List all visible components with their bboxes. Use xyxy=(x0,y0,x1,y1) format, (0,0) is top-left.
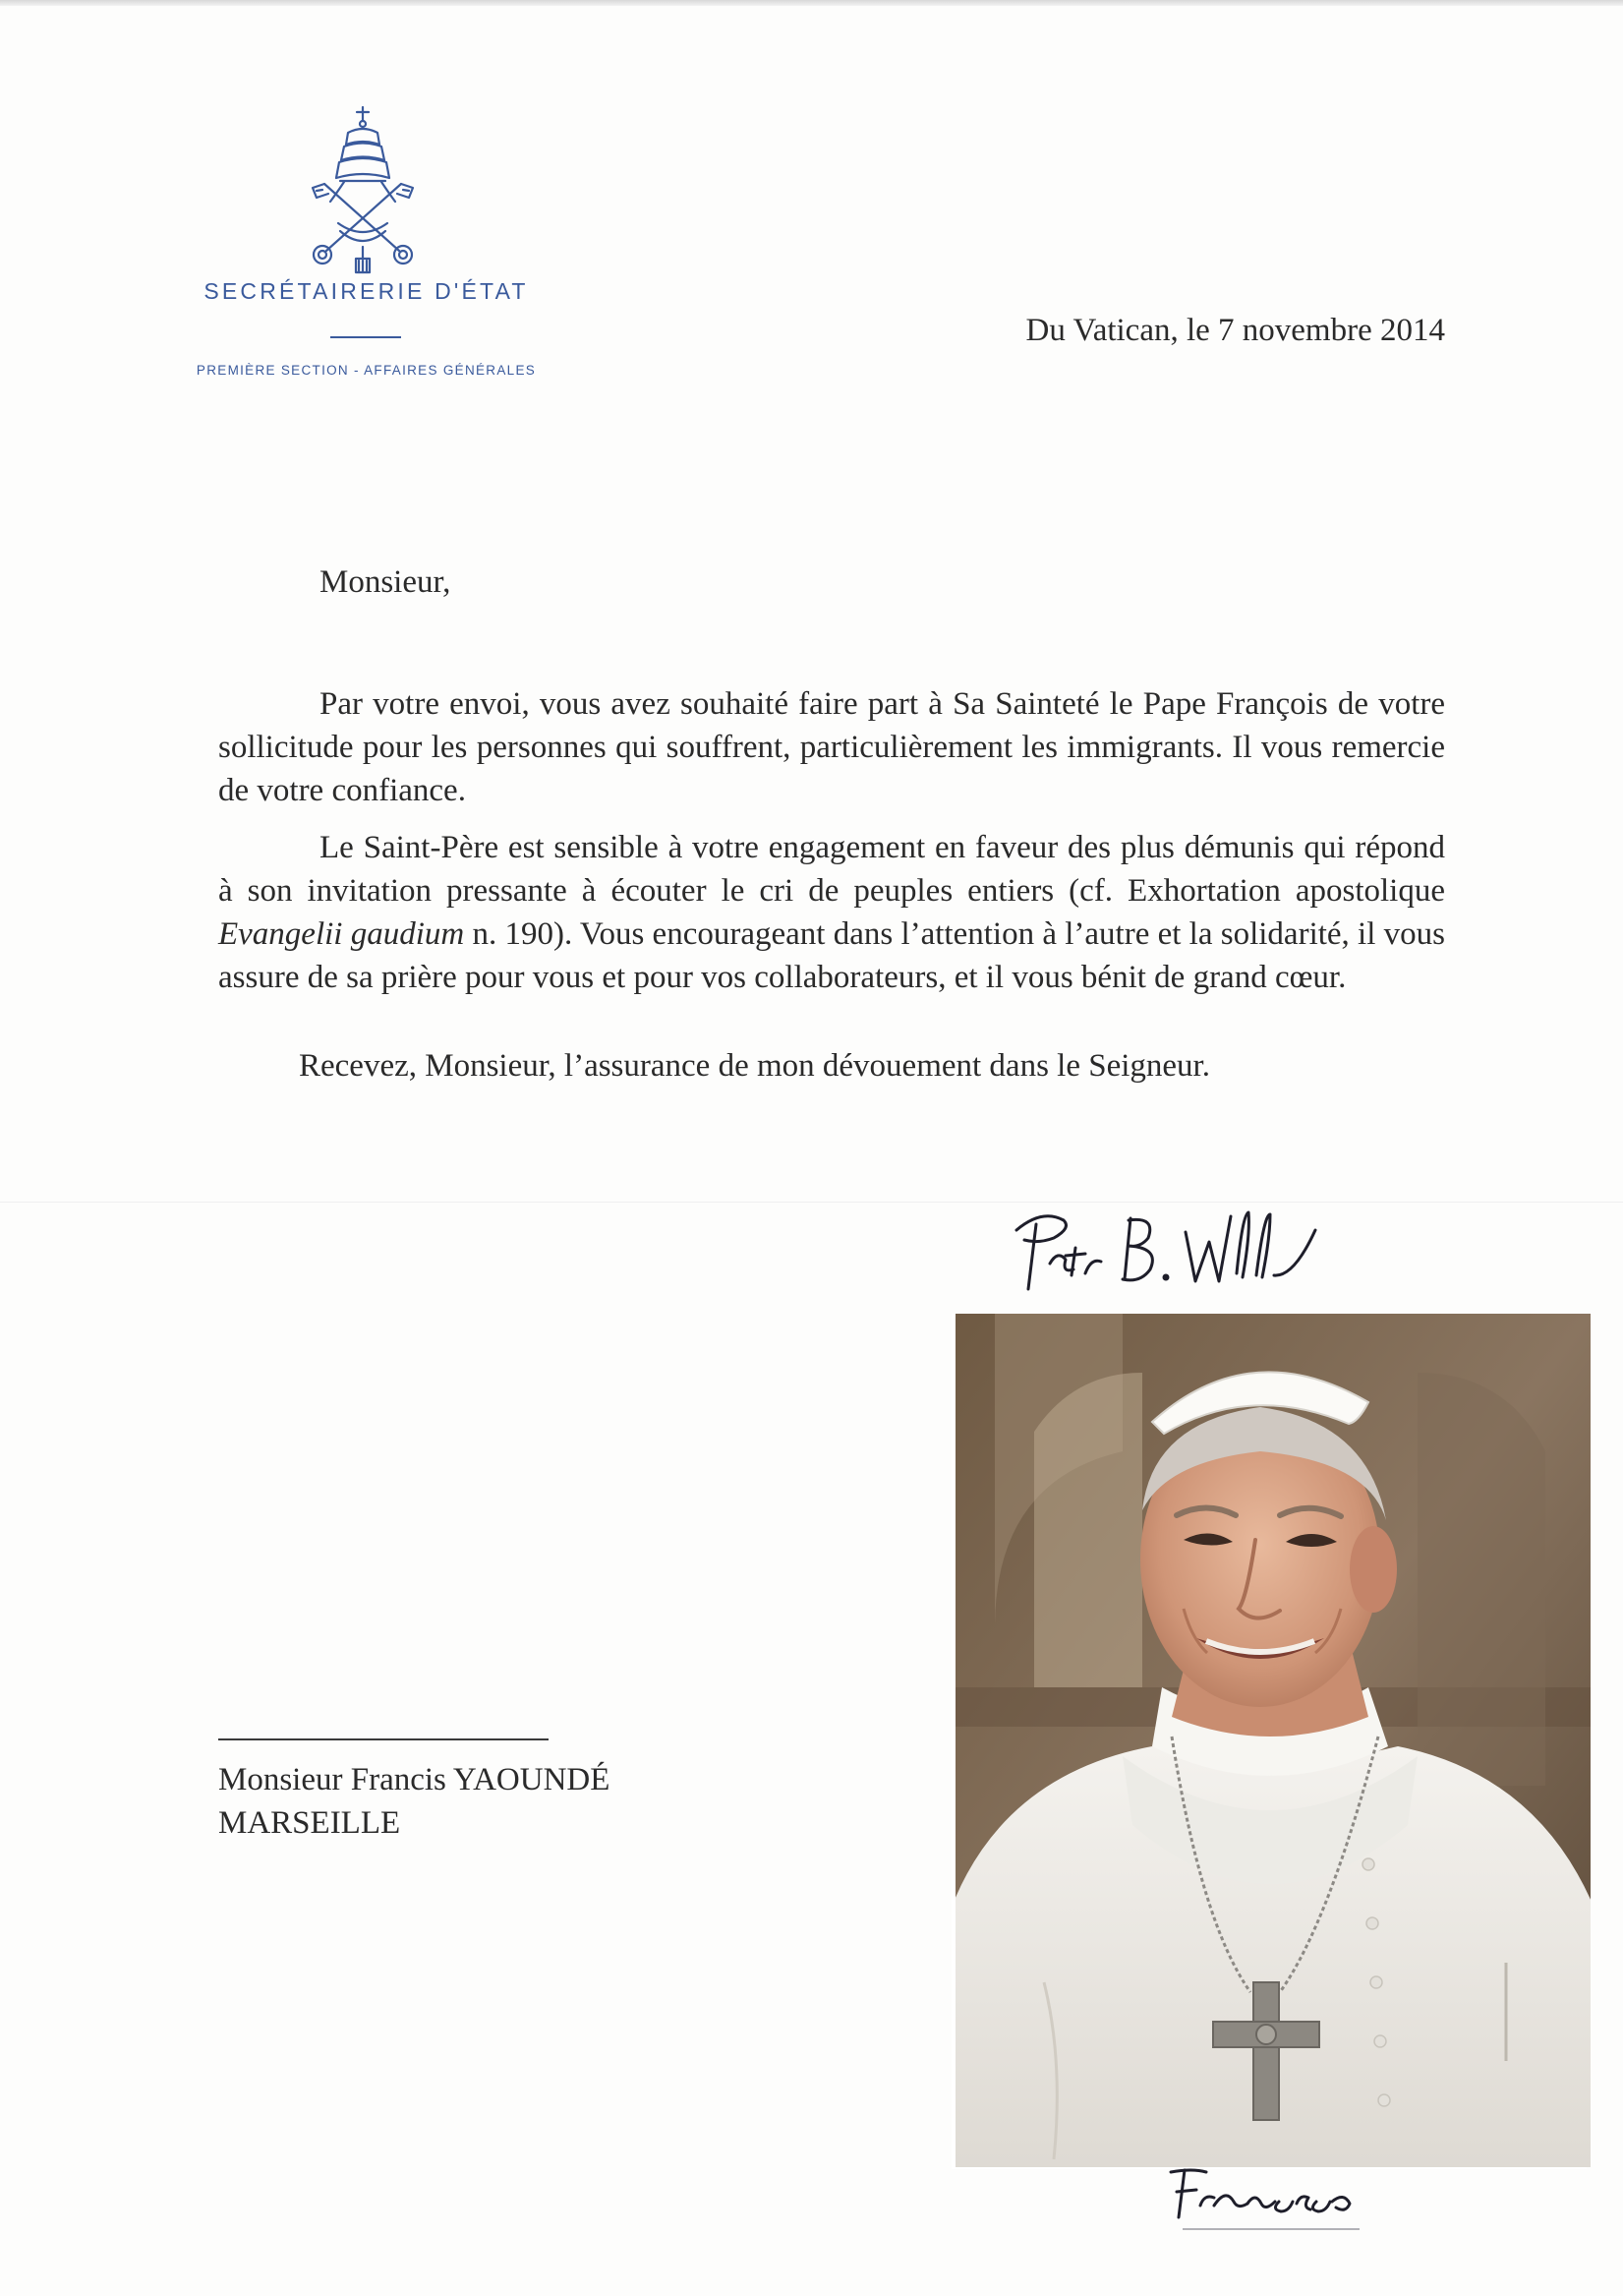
paragraph-2 xyxy=(218,826,1445,999)
paragraph-2-text-before: Le Saint-Père est sensible à votre engagement en faveur des plus démunis qui répond à son invitation pressante à écouter le cri de peuples entiers (cf. Exhortation apostolique xyxy=(218,830,1445,909)
francesco-signature xyxy=(1163,2158,1369,2237)
pope-photo xyxy=(956,1314,1591,2167)
paragraph-1: Par votre envoi, vous avez souhaité faire part à Sa Sainteté le Pape François de votre sollicitude pour les personnes qui souffrent, particulièrement les immigrants. Il vous remercie de votre confiance. xyxy=(218,686,1445,808)
salutation: Monsieur, xyxy=(319,564,451,600)
recipient-city: MARSEILLE xyxy=(218,1805,401,1841)
fold-line xyxy=(0,1202,1623,1203)
secretary-signature xyxy=(1003,1195,1327,1313)
scan-top-edge xyxy=(0,0,1623,6)
papal-coat-of-arms-icon xyxy=(301,103,425,276)
office-name: SECRÉTAIRERIE D'ÉTAT xyxy=(203,278,529,304)
recipient-name: Monsieur Francis YAOUNDÉ xyxy=(218,1762,610,1797)
office-section: PREMIÈRE SECTION - AFFAIRES GÉNÉRALES xyxy=(196,363,537,378)
date-line: Du Vatican, le 7 novembre 2014 xyxy=(1025,313,1445,348)
closing-line: Recevez, Monsieur, l’assurance de mon dévouement dans le Seigneur. xyxy=(299,1048,1210,1084)
recipient-divider xyxy=(218,1738,549,1740)
letter-body xyxy=(218,682,1445,1013)
recipient-block xyxy=(218,1758,609,1845)
paragraph-2-text-after: n. 190). Vous encourageant dans l’attention à l’autre et la solidarité, il vous assure de sa prière pour vous et pour vos collaborateurs, et il vous bénit de grand cœur. xyxy=(218,916,1445,995)
letterhead-divider xyxy=(330,336,401,338)
cited-work-title: Evangelii gaudium xyxy=(218,916,465,952)
